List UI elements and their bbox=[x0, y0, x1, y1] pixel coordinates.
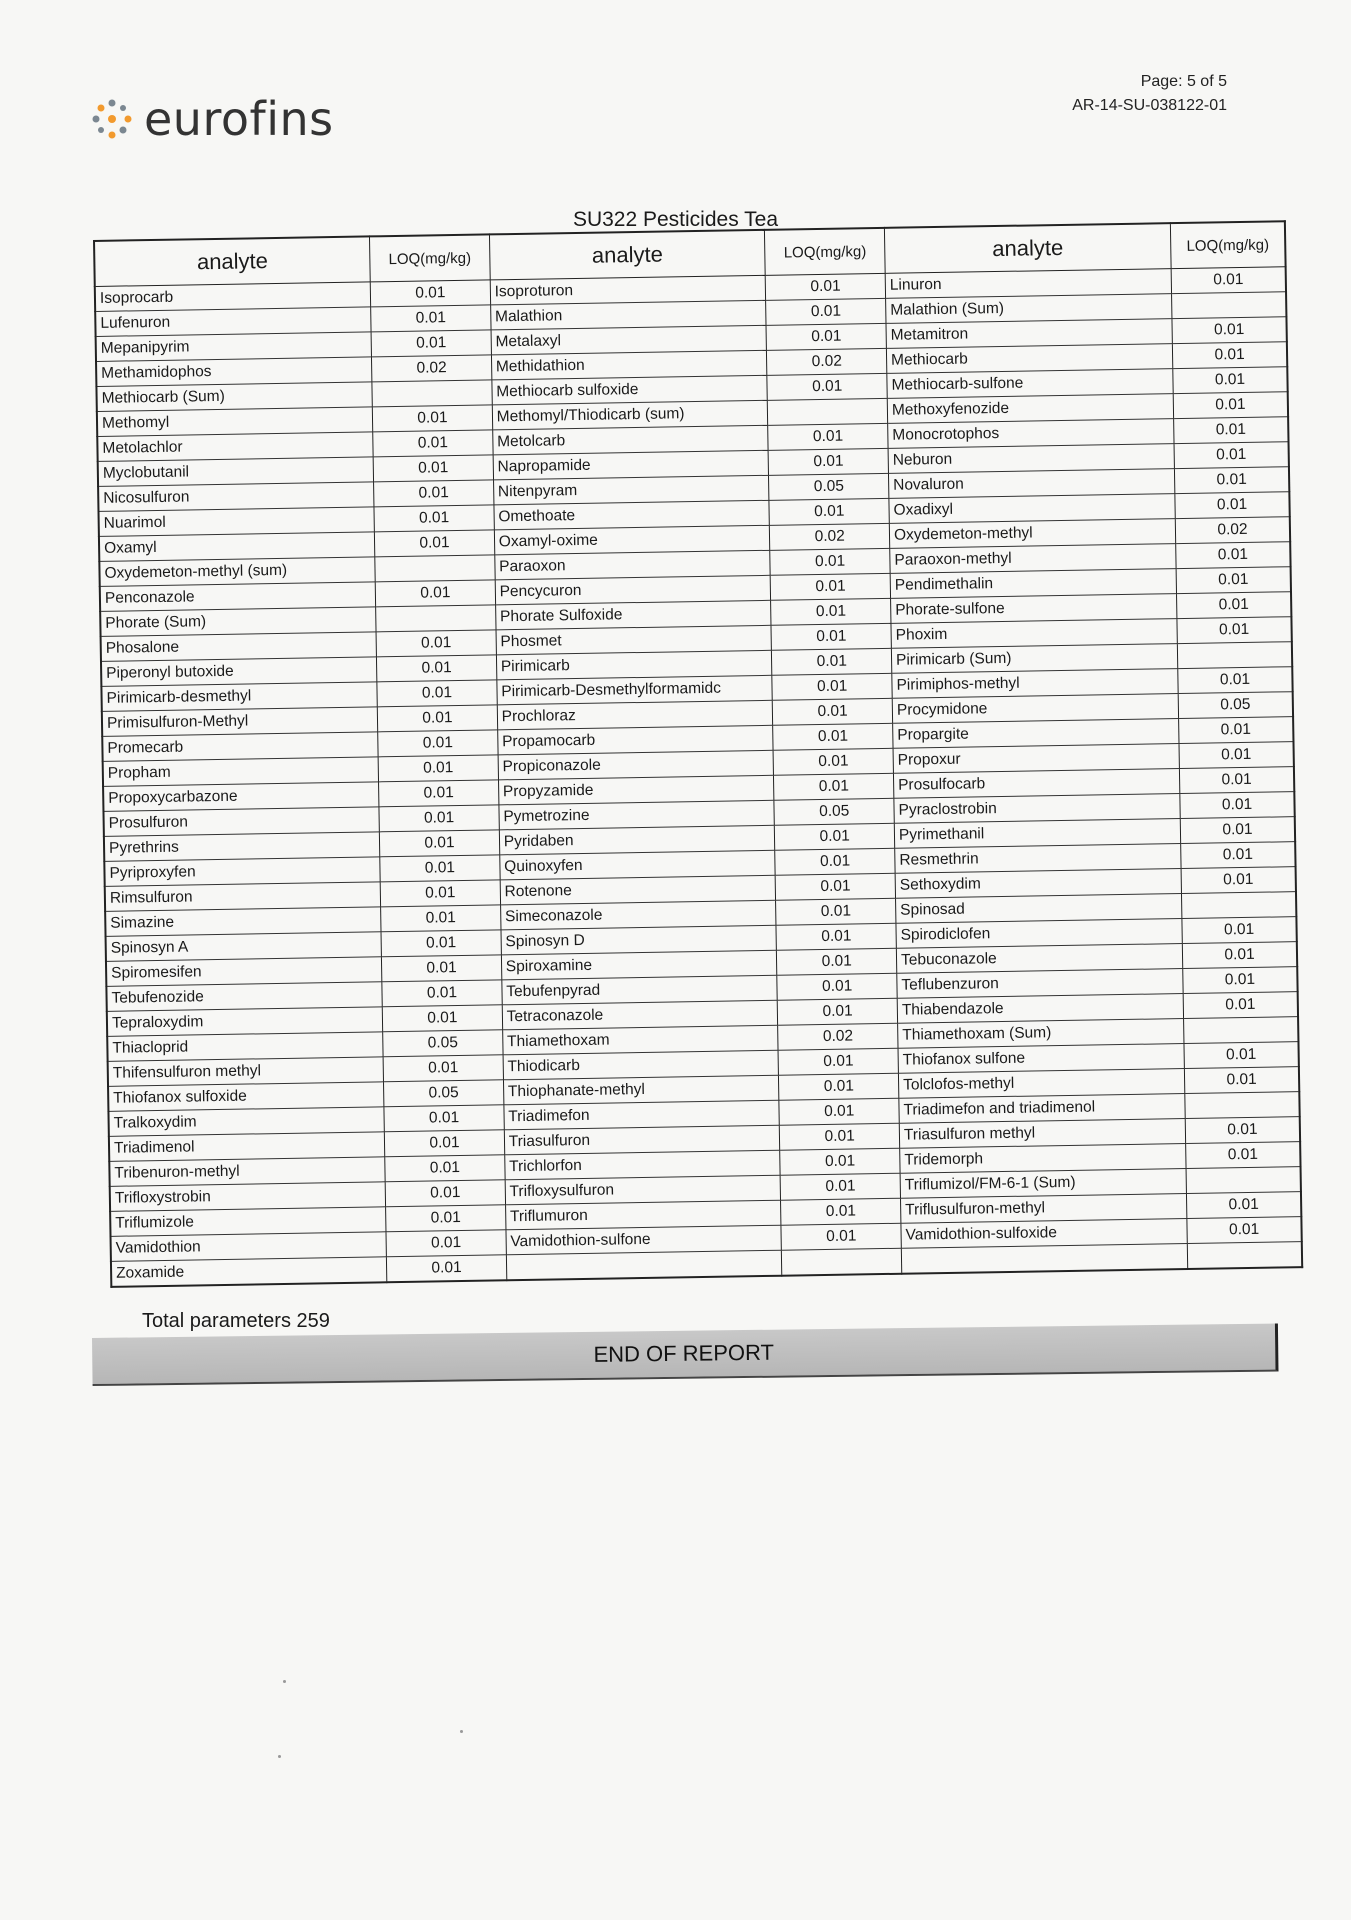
analyte-cell: Metalaxyl bbox=[491, 325, 767, 355]
table-body bbox=[95, 267, 1302, 1287]
analyte-cell: Phorate-sulfone bbox=[891, 594, 1177, 624]
analyte-cell: Pirimiphos-methyl bbox=[892, 669, 1178, 699]
analyte-cell: Metolachlor bbox=[97, 432, 373, 462]
loq-cell: 0.01 bbox=[377, 705, 497, 732]
analyte-cell: Pyrethrins bbox=[104, 832, 380, 862]
loq-cell: 0.01 bbox=[386, 1230, 506, 1257]
analyte-cell: Thiamethoxam (Sum) bbox=[898, 1019, 1184, 1049]
loq-cell: 0.02 bbox=[778, 1023, 898, 1050]
loq-cell: 0.01 bbox=[768, 423, 888, 450]
eurofins-logo bbox=[90, 92, 334, 146]
loq-cell: 0.01 bbox=[1179, 717, 1294, 744]
loq-cell bbox=[1177, 642, 1292, 669]
loq-cell: 0.01 bbox=[376, 630, 496, 657]
loq-cell: 0.02 bbox=[372, 355, 492, 382]
analyte-cell: Malathion (Sum) bbox=[886, 294, 1172, 324]
loq-cell: 0.01 bbox=[1173, 367, 1288, 394]
page-number: Page: 5 of 5 bbox=[1140, 73, 1227, 90]
analyte-cell: Triflumizole bbox=[110, 1207, 386, 1237]
analyte-cell: Tetraconazole bbox=[502, 1000, 778, 1030]
loq-cell bbox=[782, 1248, 902, 1275]
analyte-cell: Propargite bbox=[893, 719, 1179, 749]
logo-wordmark: eurofins bbox=[144, 92, 334, 146]
analyte-cell: Oxamyl bbox=[99, 532, 375, 562]
loq-cell: 0.01 bbox=[773, 698, 893, 725]
analyte-cell: Metolcarb bbox=[492, 425, 768, 455]
analyte-cell: Metamitron bbox=[886, 319, 1172, 349]
loq-cell: 0.01 bbox=[1175, 492, 1290, 519]
analyte-cell: Procymidone bbox=[892, 694, 1178, 724]
loq-cell: 0.01 bbox=[776, 873, 896, 900]
loq-cell: 0.01 bbox=[1172, 342, 1287, 369]
loq-cell: 0.01 bbox=[373, 430, 493, 457]
analyte-cell: Triflumizol/FM-6-1 (Sum) bbox=[900, 1169, 1186, 1199]
analyte-cell: Spinosyn D bbox=[501, 925, 777, 955]
analyte-cell: Linuron bbox=[885, 269, 1171, 299]
analyte-cell: Methomyl bbox=[97, 407, 373, 437]
analyte-cell: Triadimenol bbox=[109, 1132, 385, 1162]
analyte-cell: Novaluron bbox=[888, 469, 1174, 499]
document-title: SU322 Pesticides Tea bbox=[572, 208, 779, 231]
loq-cell: 0.01 bbox=[381, 905, 501, 932]
analyte-cell: Tralkoxydim bbox=[108, 1107, 384, 1137]
column-header-loq-3: LOQ(mg/kg) bbox=[1170, 221, 1285, 268]
analyte-cell: Tolclofos-methyl bbox=[898, 1069, 1184, 1099]
analyte-cell: Piperonyl butoxide bbox=[101, 657, 377, 687]
loq-cell: 0.01 bbox=[1181, 867, 1296, 894]
end-of-report-text: END OF REPORT bbox=[593, 1339, 775, 1367]
loq-cell: 0.01 bbox=[1187, 1217, 1302, 1244]
analyte-cell: Trichlorfon bbox=[504, 1150, 780, 1180]
loq-cell: 0.01 bbox=[1176, 567, 1291, 594]
scan-speck bbox=[278, 1755, 281, 1758]
analyte-cell: Methamidophos bbox=[96, 357, 372, 387]
loq-cell: 0.01 bbox=[377, 680, 497, 707]
loq-cell: 0.01 bbox=[387, 1255, 507, 1282]
loq-cell: 0.01 bbox=[767, 373, 887, 400]
loq-cell: 0.01 bbox=[382, 955, 502, 982]
loq-cell: 0.01 bbox=[379, 780, 499, 807]
loq-cell: 0.01 bbox=[377, 655, 497, 682]
analyte-cell: Pyridaben bbox=[499, 825, 775, 855]
analyte-cell: Thiofanox sulfoxide bbox=[108, 1082, 384, 1112]
loq-cell bbox=[1186, 1167, 1301, 1194]
loq-cell: 0.01 bbox=[771, 573, 891, 600]
loq-cell: 0.01 bbox=[1178, 667, 1293, 694]
total-parameters: Total parameters 259 bbox=[142, 1310, 330, 1332]
loq-cell: 0.01 bbox=[380, 855, 500, 882]
loq-cell: 0.01 bbox=[382, 980, 502, 1007]
loq-cell: 0.01 bbox=[1176, 542, 1291, 569]
loq-cell: 0.01 bbox=[1171, 267, 1286, 294]
analyte-cell: Vamidothion-sulfone bbox=[506, 1225, 782, 1255]
analyte-cell: Nuarimol bbox=[99, 507, 375, 537]
analyte-cell: Spirodiclofen bbox=[896, 919, 1182, 949]
analyte-cell: Triflumuron bbox=[505, 1200, 781, 1230]
analyte-cell: Vamidothion bbox=[111, 1232, 387, 1262]
analyte-cell: Thiacloprid bbox=[107, 1032, 383, 1062]
loq-cell: 0.01 bbox=[775, 823, 895, 850]
analyte-cell: Quinoxyfen bbox=[499, 850, 775, 880]
loq-cell: 0.01 bbox=[780, 1123, 900, 1150]
analyte-cell: Thiodicarb bbox=[503, 1050, 779, 1080]
loq-cell: 0.01 bbox=[375, 580, 495, 607]
loq-cell: 0.01 bbox=[1172, 317, 1287, 344]
analyte-cell: Pirimicarb-Desmethylformamidc bbox=[497, 675, 773, 705]
analyte-cell: Methiocarb-sulfone bbox=[887, 369, 1173, 399]
column-header-loq-1: LOQ(mg/kg) bbox=[370, 234, 490, 281]
loq-cell: 0.01 bbox=[781, 1223, 901, 1250]
analyte-cell: Methomyl/Thiodicarb (sum) bbox=[492, 400, 768, 430]
analyte-cell: Pencycuron bbox=[495, 575, 771, 605]
page-info bbox=[1072, 70, 1227, 118]
loq-cell: 0.01 bbox=[375, 530, 495, 557]
loq-cell: 0.01 bbox=[771, 623, 891, 650]
analyte-cell: Thiabendazole bbox=[897, 994, 1183, 1024]
analyte-cell: Propyzamide bbox=[498, 775, 774, 805]
analyte-cell: Phorate (Sum) bbox=[100, 607, 376, 637]
analyte-cell: Triflusulfuron-methyl bbox=[900, 1194, 1186, 1224]
column-header-analyte-2: analyte bbox=[489, 230, 765, 280]
loq-cell bbox=[1185, 1092, 1300, 1119]
loq-cell bbox=[1172, 292, 1287, 319]
analyte-cell: Trifloxystrobin bbox=[110, 1182, 386, 1212]
loq-cell: 0.01 bbox=[1184, 1067, 1299, 1094]
analyte-cell: Thiophanate-methyl bbox=[503, 1075, 779, 1105]
loq-cell: 0.01 bbox=[1186, 1142, 1301, 1169]
analyte-cell: Oxydemeton-methyl bbox=[889, 519, 1175, 549]
loq-cell: 0.01 bbox=[385, 1155, 505, 1182]
loq-cell: 0.02 bbox=[767, 348, 887, 375]
analyte-cell: Paraoxon-methyl bbox=[890, 544, 1176, 574]
analyte-cell: Thifensulfuron methyl bbox=[108, 1057, 384, 1087]
loq-cell: 0.01 bbox=[777, 973, 897, 1000]
loq-cell: 0.01 bbox=[371, 330, 491, 357]
analyte-cell: Propoxur bbox=[893, 744, 1179, 774]
loq-cell: 0.01 bbox=[1179, 767, 1294, 794]
analyte-cell: Primisulfuron-Methyl bbox=[102, 707, 378, 737]
loq-cell bbox=[375, 555, 495, 582]
analyte-cell: Methiocarb bbox=[886, 344, 1172, 374]
loq-cell: 0.05 bbox=[1178, 692, 1293, 719]
analyte-cell: Propham bbox=[103, 757, 379, 787]
analyte-cell: Pyriproxyfen bbox=[104, 857, 380, 887]
loq-cell: 0.01 bbox=[1174, 467, 1289, 494]
loq-cell: 0.01 bbox=[778, 1048, 898, 1075]
loq-cell: 0.01 bbox=[781, 1198, 901, 1225]
analyte-cell: Spiroxamine bbox=[501, 950, 777, 980]
loq-cell: 0.01 bbox=[780, 1148, 900, 1175]
loq-cell: 0.01 bbox=[1182, 917, 1297, 944]
analyte-cell: Simazine bbox=[105, 907, 381, 937]
loq-cell bbox=[1184, 1017, 1299, 1044]
analyte-cell: Phorate Sulfoxide bbox=[495, 600, 771, 630]
analyte-cell: Teflubenzuron bbox=[897, 969, 1183, 999]
loq-cell: 0.01 bbox=[776, 923, 896, 950]
loq-cell bbox=[376, 605, 496, 632]
analyte-cell: Phoxim bbox=[891, 619, 1177, 649]
loq-cell: 0.01 bbox=[380, 880, 500, 907]
analyte-cell: Paraoxon bbox=[495, 550, 771, 580]
analyte-cell: Pyrimethanil bbox=[894, 819, 1180, 849]
loq-cell: 0.01 bbox=[1177, 592, 1292, 619]
loq-cell: 0.01 bbox=[773, 748, 893, 775]
pesticides-table-wrapper bbox=[93, 220, 1303, 1288]
analyte-cell: Spinosad bbox=[896, 894, 1182, 924]
analyte-cell: Pendimethalin bbox=[890, 569, 1176, 599]
analyte-cell: Isoproturon bbox=[490, 275, 766, 305]
analyte-cell: Nitenpyram bbox=[493, 475, 769, 505]
loq-cell: 0.01 bbox=[778, 998, 898, 1025]
analyte-cell: Tribenuron-methyl bbox=[109, 1157, 385, 1187]
analyte-cell: Sethoxydim bbox=[895, 869, 1181, 899]
loq-cell: 0.01 bbox=[779, 1098, 899, 1125]
analyte-cell: Omethoate bbox=[494, 500, 770, 530]
loq-cell: 0.01 bbox=[766, 298, 886, 325]
analyte-cell bbox=[901, 1243, 1187, 1273]
loq-cell: 0.01 bbox=[372, 405, 492, 432]
loq-cell: 0.01 bbox=[1183, 967, 1298, 994]
loq-cell: 0.01 bbox=[766, 273, 886, 300]
loq-cell: 0.01 bbox=[777, 948, 897, 975]
loq-cell: 0.05 bbox=[769, 473, 889, 500]
loq-cell: 0.01 bbox=[1180, 792, 1295, 819]
analyte-cell: Thiamethoxam bbox=[502, 1025, 778, 1055]
loq-cell: 0.01 bbox=[1184, 1042, 1299, 1069]
analyte-cell: Nicosulfuron bbox=[98, 482, 374, 512]
analyte-cell: Thiofanox sulfone bbox=[898, 1044, 1184, 1074]
analyte-cell: Pymetrozine bbox=[499, 800, 775, 830]
loq-cell bbox=[1187, 1242, 1302, 1269]
analyte-cell: Myclobutanil bbox=[98, 457, 374, 487]
loq-cell: 0.05 bbox=[383, 1030, 503, 1057]
loq-cell: 0.01 bbox=[370, 280, 490, 307]
loq-cell: 0.01 bbox=[1174, 417, 1289, 444]
analyte-cell: Tridemorph bbox=[900, 1144, 1186, 1174]
scan-speck bbox=[460, 1730, 463, 1733]
analyte-cell: Tebufenpyrad bbox=[502, 975, 778, 1005]
loq-cell: 0.05 bbox=[384, 1080, 504, 1107]
analyte-cell: Promecarb bbox=[102, 732, 378, 762]
analyte-cell: Triasulfuron methyl bbox=[899, 1119, 1185, 1149]
analyte-cell: Pirimicarb (Sum) bbox=[891, 644, 1177, 674]
analyte-cell: Propamocarb bbox=[497, 725, 773, 755]
loq-cell: 0.01 bbox=[378, 755, 498, 782]
analyte-cell: Triadimefon and triadimenol bbox=[899, 1094, 1185, 1124]
analyte-cell: Penconazole bbox=[100, 582, 376, 612]
loq-cell: 0.01 bbox=[780, 1173, 900, 1200]
analyte-cell: Propiconazole bbox=[498, 750, 774, 780]
analyte-cell: Tepraloxydim bbox=[107, 1007, 383, 1037]
analyte-cell: Methiocarb sulfoxide bbox=[492, 375, 768, 405]
loq-cell: 0.01 bbox=[1185, 1117, 1300, 1144]
column-header-analyte-3: analyte bbox=[884, 223, 1171, 273]
analyte-cell: Methoxyfenozide bbox=[887, 394, 1173, 424]
analyte-cell: Isoprocarb bbox=[95, 282, 371, 312]
loq-cell: 0.01 bbox=[771, 598, 891, 625]
loq-cell: 0.01 bbox=[381, 930, 501, 957]
eurofins-dots-icon bbox=[90, 97, 134, 141]
loq-cell: 0.01 bbox=[772, 673, 892, 700]
analyte-cell: Triasulfuron bbox=[504, 1125, 780, 1155]
analyte-cell: Methidathion bbox=[491, 350, 767, 380]
loq-cell: 0.01 bbox=[774, 773, 894, 800]
loq-cell: 0.01 bbox=[773, 723, 893, 750]
analyte-cell: Pyraclostrobin bbox=[894, 794, 1180, 824]
loq-cell: 0.01 bbox=[383, 1055, 503, 1082]
loq-cell: 0.01 bbox=[379, 830, 499, 857]
loq-cell: 0.02 bbox=[770, 523, 890, 550]
loq-cell: 0.01 bbox=[1177, 617, 1292, 644]
analyte-cell: Tebuconazole bbox=[896, 944, 1182, 974]
analyte-cell: Resmethrin bbox=[895, 844, 1181, 874]
analyte-cell: Tebufenozide bbox=[106, 982, 382, 1012]
loq-cell: 0.01 bbox=[374, 480, 494, 507]
analyte-cell: Prosulfuron bbox=[103, 807, 379, 837]
analyte-cell: Spiromesifen bbox=[106, 957, 382, 987]
analyte-cell: Mepanipyrim bbox=[96, 332, 372, 362]
loq-cell: 0.01 bbox=[1181, 842, 1296, 869]
analyte-cell: Pirimicarb bbox=[496, 650, 772, 680]
analyte-cell: Rimsulfuron bbox=[105, 882, 381, 912]
loq-cell: 0.01 bbox=[385, 1180, 505, 1207]
loq-cell: 0.01 bbox=[770, 548, 890, 575]
report-id: AR-14-SU-038122-01 bbox=[1072, 97, 1227, 114]
loq-cell bbox=[1182, 892, 1297, 919]
loq-cell: 0.01 bbox=[384, 1105, 504, 1132]
loq-cell: 0.01 bbox=[384, 1130, 504, 1157]
analyte-cell: Prosulfocarb bbox=[893, 769, 1179, 799]
analyte-cell: Oxydemeton-methyl (sum) bbox=[99, 557, 375, 587]
loq-cell: 0.01 bbox=[371, 305, 491, 332]
loq-cell: 0.01 bbox=[1179, 742, 1294, 769]
analyte-cell: Vamidothion-sulfoxide bbox=[901, 1218, 1187, 1248]
analyte-cell: Spinosyn A bbox=[106, 932, 382, 962]
analyte-cell: Simeconazole bbox=[500, 900, 776, 930]
loq-cell: 0.01 bbox=[769, 498, 889, 525]
column-header-loq-2: LOQ(mg/kg) bbox=[765, 228, 885, 275]
loq-cell: 0.01 bbox=[1173, 392, 1288, 419]
analyte-cell: Oxadixyl bbox=[889, 494, 1175, 524]
analyte-cell: Napropamide bbox=[493, 450, 769, 480]
analyte-cell: Malathion bbox=[490, 300, 766, 330]
loq-cell bbox=[768, 398, 888, 425]
loq-cell: 0.01 bbox=[386, 1205, 506, 1232]
scan-speck bbox=[283, 1680, 286, 1683]
loq-cell bbox=[372, 380, 492, 407]
loq-cell: 0.01 bbox=[1182, 942, 1297, 969]
loq-cell: 0.02 bbox=[1175, 517, 1290, 544]
loq-cell: 0.01 bbox=[1187, 1192, 1302, 1219]
column-header-analyte-1: analyte bbox=[94, 236, 370, 286]
loq-cell: 0.01 bbox=[779, 1073, 899, 1100]
loq-cell: 0.01 bbox=[374, 505, 494, 532]
analyte-cell: Propoxycarbazone bbox=[103, 782, 379, 812]
analyte-cell: Phosmet bbox=[496, 625, 772, 655]
loq-cell: 0.01 bbox=[772, 648, 892, 675]
loq-cell: 0.01 bbox=[776, 898, 896, 925]
analyte-cell: Rotenone bbox=[500, 875, 776, 905]
analyte-cell: Oxamyl-oxime bbox=[494, 525, 770, 555]
analyte-cell: Pirimicarb-desmethyl bbox=[101, 682, 377, 712]
loq-cell: 0.01 bbox=[1174, 442, 1289, 469]
analyte-cell: Triadimefon bbox=[504, 1100, 780, 1130]
analyte-cell: Methiocarb (Sum) bbox=[96, 382, 372, 412]
loq-cell: 0.05 bbox=[774, 798, 894, 825]
loq-cell: 0.01 bbox=[382, 1005, 502, 1032]
loq-cell: 0.01 bbox=[378, 730, 498, 757]
loq-cell: 0.01 bbox=[1180, 817, 1295, 844]
pesticides-table bbox=[93, 220, 1303, 1288]
analyte-cell: Lufenuron bbox=[95, 307, 371, 337]
loq-cell: 0.01 bbox=[379, 805, 499, 832]
loq-cell: 0.01 bbox=[768, 448, 888, 475]
analyte-cell: Phosalone bbox=[101, 632, 377, 662]
loq-cell: 0.01 bbox=[373, 455, 493, 482]
analyte-cell: Neburon bbox=[888, 444, 1174, 474]
analyte-cell: Trifloxysulfuron bbox=[505, 1175, 781, 1205]
loq-cell: 0.01 bbox=[775, 848, 895, 875]
loq-cell: 0.01 bbox=[766, 323, 886, 350]
analyte-cell bbox=[506, 1250, 782, 1280]
analyte-cell: Zoxamide bbox=[111, 1257, 387, 1287]
loq-cell: 0.01 bbox=[1183, 992, 1298, 1019]
analyte-cell: Monocrotophos bbox=[888, 419, 1174, 449]
analyte-cell: Prochloraz bbox=[497, 700, 773, 730]
